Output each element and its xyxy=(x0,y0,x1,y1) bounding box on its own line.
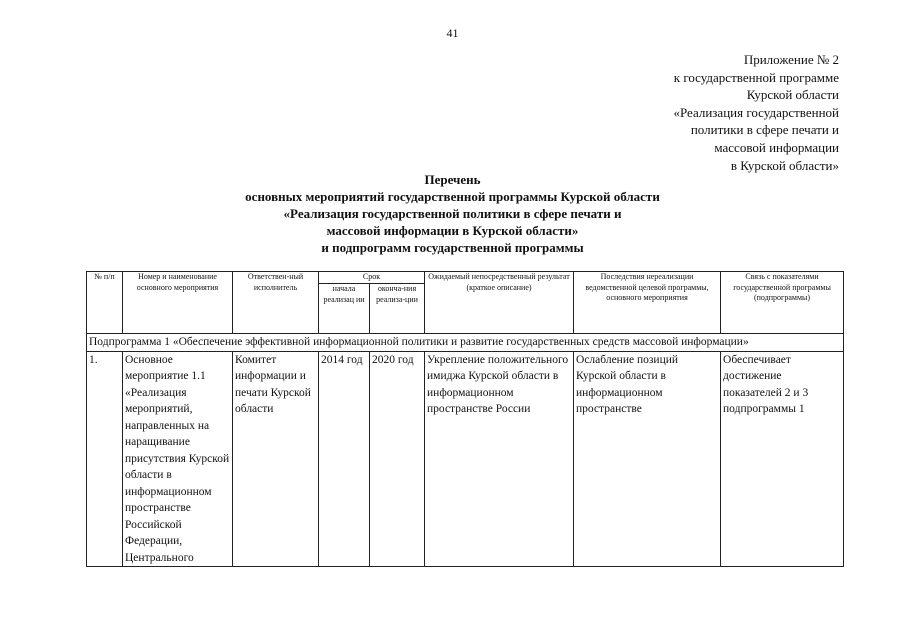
appendix-line: Приложение № 2 xyxy=(743,52,839,67)
header-end: оконча-ния реализа-ции xyxy=(370,284,425,334)
subprogram-title: Подпрограмма 1 «Обеспечение эффективной информационной политики и развитие государственных средств массовой информации» xyxy=(87,334,844,352)
appendix-line: массовой информации xyxy=(714,139,839,155)
appendix-line: политики в сфере печати и xyxy=(690,122,839,138)
cell-name: Основное мероприятие 1.1 «Реализация мероприятий, направленных на наращивание присутствия Курской области в информационном пространстве Российской Федерации, Центрального xyxy=(123,351,233,567)
document-title xyxy=(0,171,905,256)
appendix-line: к государственной программе xyxy=(673,69,839,85)
appendix-line: в Курской области» xyxy=(730,157,839,173)
title-line: массовой информации в Курской области» xyxy=(326,223,579,238)
title-line: и подпрограмм государственной программы xyxy=(321,240,584,255)
table-row xyxy=(87,351,844,567)
page-number: 41 xyxy=(446,26,459,40)
header-result: Ожидаемый непосредственный результат (краткое описание) xyxy=(425,272,574,334)
header-name: Номер и наименование основного мероприятия xyxy=(123,272,233,334)
header-start: начала реализац ии xyxy=(319,284,370,334)
cell-link: Обеспечивает достижение показателей 2 и 3 подпрограммы 1 xyxy=(721,351,844,567)
cell-consequences: Ослабление позиций Курской области в информационном пространстве xyxy=(574,351,721,567)
title-line: Перечень xyxy=(424,172,481,187)
appendix-block xyxy=(673,51,839,174)
appendix-line: Курской области xyxy=(746,87,839,103)
cell-executor: Комитет информации и печати Курской области xyxy=(233,351,319,567)
cell-end: 2020 год xyxy=(370,351,425,567)
header-executor: Ответствен-ный исполнитель xyxy=(233,272,319,334)
appendix-line: «Реализация государственной xyxy=(673,104,839,120)
cell-start: 2014 год xyxy=(319,351,370,567)
header-num: № п/п xyxy=(87,272,123,334)
header-link: Связь с показателями государственной программы (подпрограммы) xyxy=(721,272,844,334)
title-line: основных мероприятий государственной программы Курской области xyxy=(245,189,660,204)
cell-num: 1. xyxy=(87,351,123,567)
header-term: Срок xyxy=(319,272,425,284)
header-consequences: Последствия нереализации ведомственной целевой программы, основного мероприятия xyxy=(574,272,721,334)
measures-table xyxy=(86,271,844,567)
title-line: «Реализация государственной политики в сфере печати и xyxy=(283,206,622,221)
cell-result: Укрепление положительного имиджа Курской области в информационном пространстве России xyxy=(425,351,574,567)
